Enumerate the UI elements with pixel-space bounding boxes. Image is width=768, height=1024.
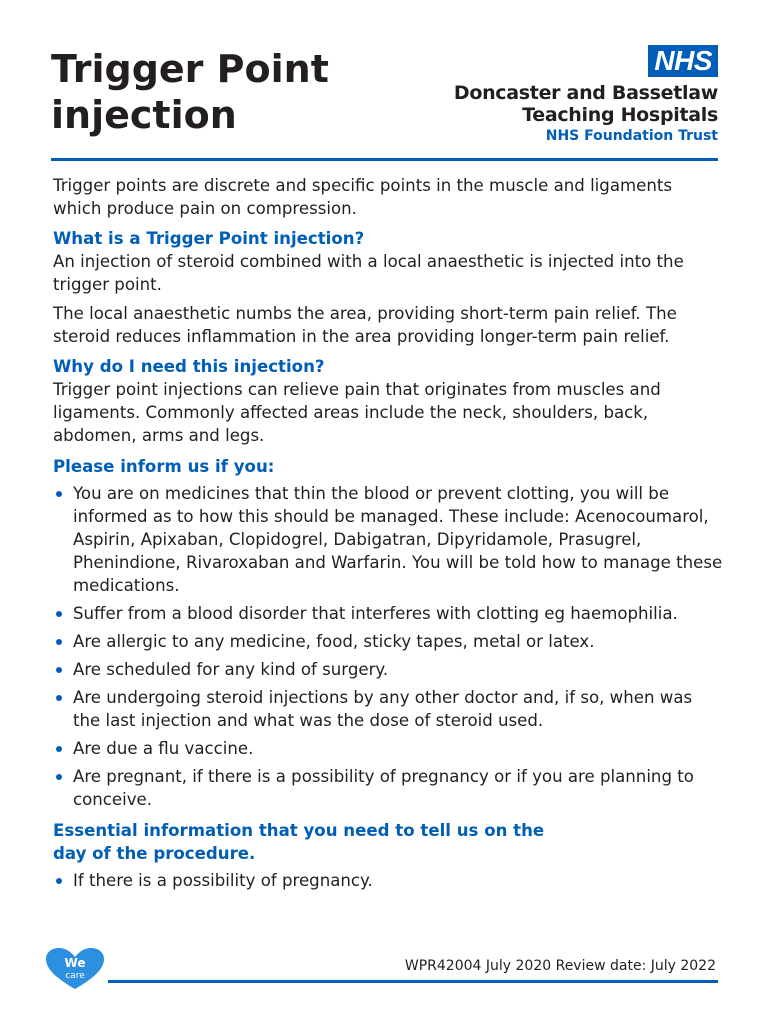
page-title bbox=[51, 46, 431, 138]
we-care-heart-icon bbox=[44, 948, 106, 990]
list-item: Are undergoing steroid injections by any other doctor and, if so, when was the last injection and what was the dose of steroid used. bbox=[53, 686, 723, 732]
badge-text-we: We bbox=[64, 956, 86, 970]
main-content bbox=[53, 174, 723, 897]
org-line-1: Doncaster and Bassetlaw bbox=[453, 82, 718, 104]
section-heading-inform: Please inform us if you: bbox=[53, 457, 275, 476]
footer-divider bbox=[108, 980, 718, 983]
badge-text-care: care bbox=[65, 971, 85, 981]
list-item: Are pregnant, if there is a possibility of pregnancy or if you are planning to conceive. bbox=[53, 765, 723, 811]
org-line-3: NHS Foundation Trust bbox=[545, 128, 718, 144]
section-heading-why: Why do I need this injection? bbox=[53, 357, 325, 376]
intro-paragraph: Trigger points are discrete and specific points in the muscle and ligaments which produce pain on compression. bbox=[53, 176, 673, 218]
nhs-logo: NHS bbox=[648, 45, 718, 77]
list-item: You are on medicines that thin the blood or prevent clotting, you will be informed as to how this should be managed. These include: Acenocoumarol, Aspirin, Apixaban, Clopidogrel, Dabigatran, Dipyridamole, Prasugrel, Phenindione, Rivaroxaban and Warfarin. You will be told how to manage these medications. bbox=[53, 482, 723, 597]
list-item: Are scheduled for any kind of surgery. bbox=[53, 658, 723, 681]
list-item: If there is a possibility of pregnancy. bbox=[53, 869, 723, 892]
section-heading-essential bbox=[53, 819, 723, 865]
section-what-paragraph-1: An injection of steroid combined with a local anaesthetic is injected into the trigger point. bbox=[53, 252, 684, 294]
list-item: Are due a flu vaccine. bbox=[53, 737, 723, 760]
list-item: Suffer from a blood disorder that interferes with clotting eg haemophilia. bbox=[53, 602, 723, 625]
document-reference: WPR42004 July 2020 Review date: July 2022 bbox=[404, 958, 716, 974]
organisation-name bbox=[454, 82, 718, 146]
title-line-2: injection bbox=[51, 93, 237, 137]
essential-heading-line-2: day of the procedure. bbox=[53, 844, 256, 863]
org-line-2: Teaching Hospitals bbox=[522, 104, 718, 126]
inform-list bbox=[53, 482, 723, 811]
essential-list bbox=[53, 869, 723, 892]
list-item: Are allergic to any medicine, food, sticky tapes, metal or latex. bbox=[53, 630, 723, 653]
header-divider bbox=[51, 158, 718, 161]
section-heading-what: What is a Trigger Point injection? bbox=[53, 229, 365, 248]
section-what-paragraph-2: The local anaesthetic numbs the area, providing short-term pain relief. The steroid reduces inflammation in the area providing longer-term pain relief. bbox=[53, 304, 677, 346]
essential-heading-line-1: Essential information that you need to tell us on the bbox=[53, 821, 545, 840]
title-line-1: Trigger Point bbox=[51, 47, 329, 91]
section-why-paragraph: Trigger point injections can relieve pain that originates from muscles and ligaments. Commonly affected areas include the neck, shoulders, back, abdomen, arms and legs. bbox=[53, 380, 661, 445]
